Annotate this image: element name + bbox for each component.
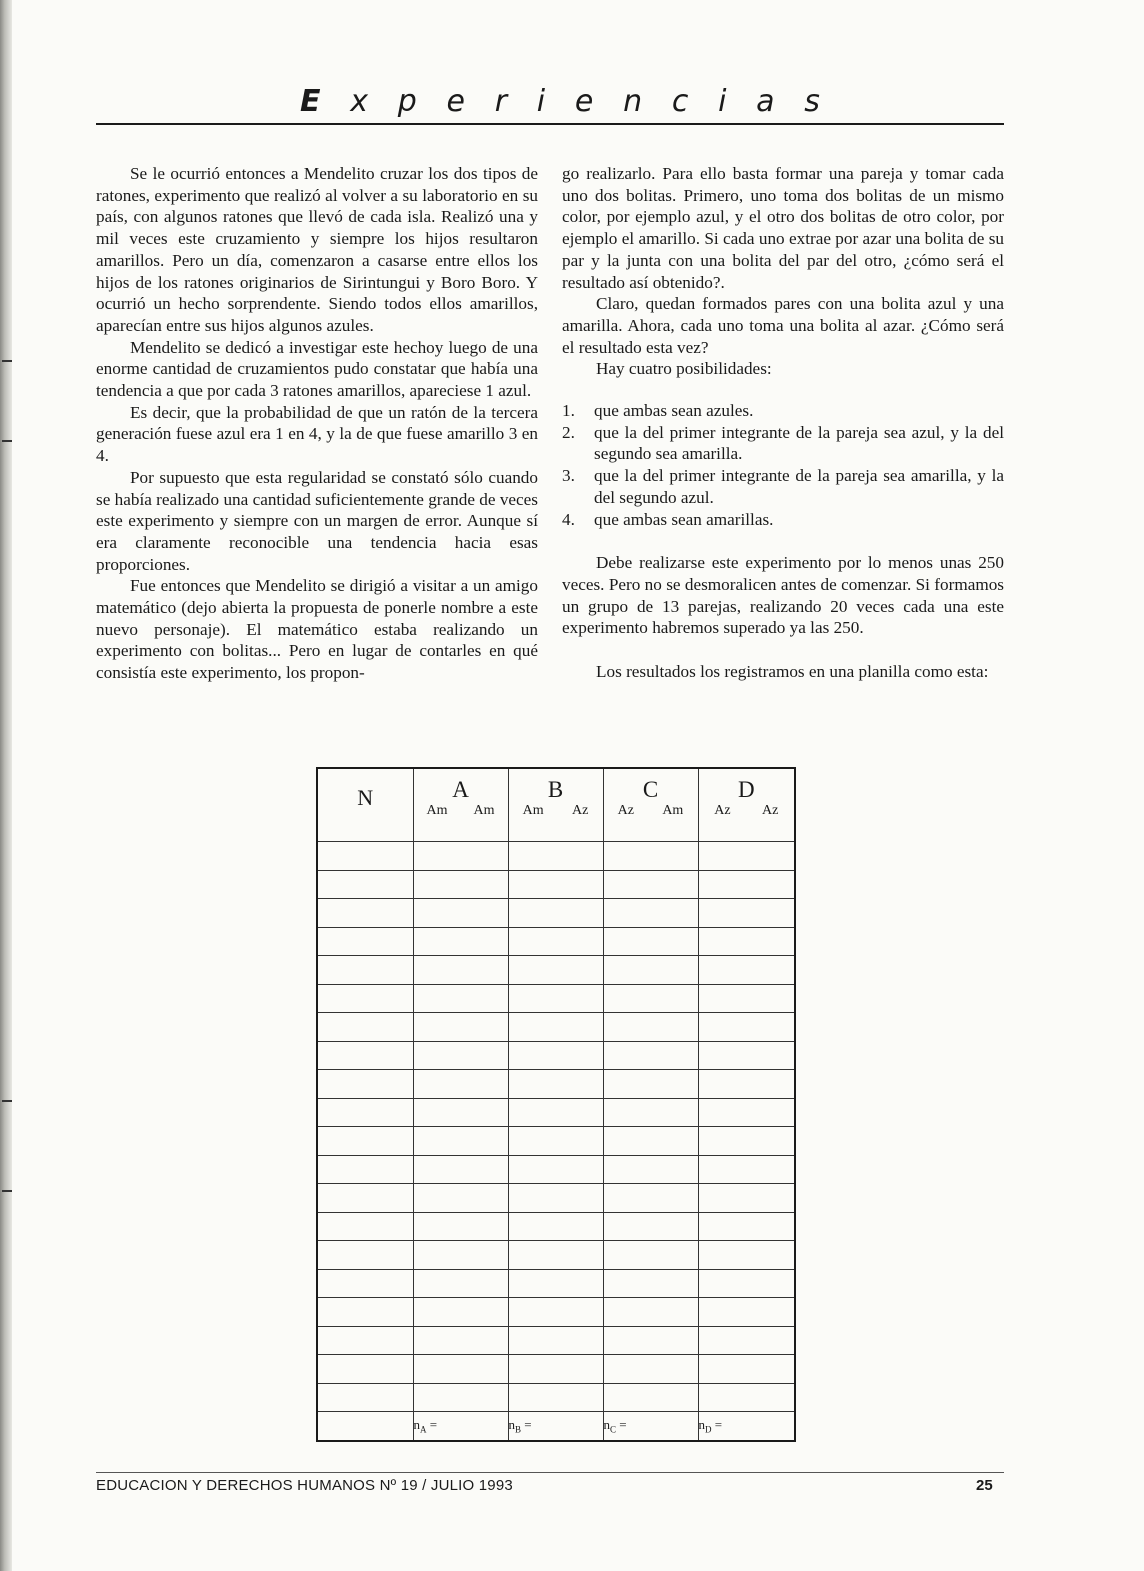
table-header-row (317, 768, 795, 842)
table-cell (413, 1326, 508, 1355)
table-cell (413, 1013, 508, 1042)
table-cell (508, 1013, 603, 1042)
table-cell (413, 1383, 508, 1412)
paragraph: go realizarlo. Para ello basta formar una pareja y tomar cada uno dos bolitas. Primero, uno toma dos bolitas de un mismo color, por ejemplo azul, y el otro dos bolitas de otro color, por ejemplo el amarillo. Si cada uno extrae por azar una bolita de su par y la junta con una bolita del par del otro, ¿cómo será el resultado así obtenido?. (562, 164, 1004, 292)
table-cell (413, 1355, 508, 1384)
table-cell (698, 1241, 795, 1270)
total-cell-c: $n_C$ = (603, 1412, 698, 1441)
table-cell (413, 1155, 508, 1184)
list-item-number: 2. (562, 422, 575, 442)
table-cell (413, 1269, 508, 1298)
list-item (562, 465, 1004, 508)
table-cell (317, 1269, 413, 1298)
section-title-letter: x (350, 84, 368, 119)
table-cell (603, 927, 698, 956)
table-cell (413, 927, 508, 956)
table-cell (603, 1098, 698, 1127)
table-cell (317, 1298, 413, 1327)
section-title-letter: r (494, 84, 508, 119)
table-cell (413, 1098, 508, 1127)
column-sub: Am (662, 803, 684, 818)
paragraph: Hay cuatro posibilidades: (596, 359, 772, 379)
list-item-text: que ambas sean azules. (594, 401, 754, 421)
table-cell (317, 1013, 413, 1042)
table-cell (413, 1212, 508, 1241)
table-cell (317, 1155, 413, 1184)
table-cell (698, 984, 795, 1013)
table-row (317, 1241, 795, 1270)
table-row (317, 927, 795, 956)
table-cell (698, 1070, 795, 1099)
left-column (96, 163, 538, 684)
column-sub: Az (761, 803, 779, 818)
table-cell (603, 1127, 698, 1156)
table-cell (698, 842, 795, 871)
paragraph: Fue entonces que Mendelito se dirigió a visitar a un amigo matemático (dejo abierta la propuesta de ponerle nombre a este nuevo personaje). El matemático estaba realizando un experimento con bolitas... Pero en lugar de contarles en qué consistía este experimento, los propon- (96, 576, 538, 683)
paragraph: Es decir, que la probabilidad de que un ratón de la tercera generación fuese azul era 1 en 4, y la de que fuese amarillo 3 en 4. (96, 402, 538, 466)
table-cell (698, 1269, 795, 1298)
table-cell (317, 927, 413, 956)
table-cell (698, 899, 795, 928)
page-spine-shadow (0, 0, 12, 1571)
table-cell (698, 927, 795, 956)
column-sub: Az (617, 803, 634, 818)
right-column (562, 163, 1004, 683)
paragraph: Claro, quedan formados pares con una bolita azul y una amarilla. Ahora, cada uno toma una bolita al azar. ¿Cómo será el resultado esta vez? (562, 294, 1004, 357)
table-cell (603, 899, 698, 928)
section-title-letter: e (446, 84, 465, 119)
paragraph: Los resultados los registramos en una planilla como esta: (596, 662, 989, 682)
section-title-letter: c (671, 84, 689, 119)
table-cell (508, 1326, 603, 1355)
column-sub: Az (714, 803, 731, 818)
publication-info: EDUCACION Y DERECHOS HUMANOS Nº 19 / JULIO 1993 (96, 1477, 513, 1494)
table-cell (413, 1298, 508, 1327)
table-row (317, 1184, 795, 1213)
table-cell (413, 899, 508, 928)
table-cell (603, 1041, 698, 1070)
table-cell (317, 1041, 413, 1070)
table-row (317, 1355, 795, 1384)
table-row (317, 870, 795, 899)
header-divider (96, 123, 1004, 125)
paragraph: Debe realizarse este experimento por lo menos unas 250 veces. Pero no se desmoralicen antes de comenzar. Si formamos un grupo de 13 parejas, realizando 20 veces cada una este experimento habremos superado ya las 250. (562, 553, 1004, 638)
section-title-letter: a (756, 84, 775, 119)
section-title (300, 84, 820, 124)
table-cell (603, 1212, 698, 1241)
table-cell (317, 870, 413, 899)
table-header-b (508, 768, 603, 842)
table-cell (508, 956, 603, 985)
table-cell (603, 1326, 698, 1355)
table-cell (508, 1155, 603, 1184)
table-cell (603, 1184, 698, 1213)
column-sub: Am (426, 803, 448, 818)
table-cell (508, 1127, 603, 1156)
table-cell (317, 1355, 413, 1384)
list-item (562, 509, 1004, 531)
table-cell (317, 1241, 413, 1270)
paragraph: Por supuesto que esta regularidad se constató sólo cuando se había realizado una cantidad suficientemente grande de veces este experimento y siempre con un margen de error. Aunque sí era claramente reconocible una tendencia hacia esas proporciones. (96, 467, 538, 574)
table-cell (698, 956, 795, 985)
table-cell (698, 1041, 795, 1070)
binding-mark (2, 440, 12, 442)
table-cell (508, 1212, 603, 1241)
table-cell (508, 842, 603, 871)
table-row (317, 1070, 795, 1099)
column-sub: Az (571, 803, 589, 818)
column-letter: C (642, 777, 659, 802)
table-cell (508, 1269, 603, 1298)
table-cell (603, 1013, 698, 1042)
table-cell (508, 1355, 603, 1384)
table-cell (603, 870, 698, 899)
table-cell (317, 1383, 413, 1412)
column-letter: B (547, 777, 564, 802)
column-sub: Am (522, 803, 544, 818)
table-cell (508, 899, 603, 928)
list-item-text: que ambas sean amarillas. (594, 509, 774, 529)
table-cell (698, 1298, 795, 1327)
table-cell (508, 1241, 603, 1270)
table-cell (698, 870, 795, 899)
footer-divider (96, 1472, 1004, 1473)
column-letter: D (737, 777, 755, 802)
table-cell (698, 1383, 795, 1412)
list-item-number: 4. (562, 509, 575, 529)
column-sub: Am (473, 803, 495, 818)
table-row (317, 842, 795, 871)
table-row (317, 1013, 795, 1042)
table-cell (698, 1155, 795, 1184)
table-cell (603, 956, 698, 985)
table-cell (413, 984, 508, 1013)
table-cell (698, 1127, 795, 1156)
table-cell (413, 870, 508, 899)
list-item (562, 400, 1004, 422)
list-item-number: 1. (562, 401, 575, 421)
table-cell (698, 1326, 795, 1355)
table-cell (317, 1412, 413, 1441)
table-row (317, 1212, 795, 1241)
table-cell (413, 1184, 508, 1213)
table-cell (413, 1041, 508, 1070)
table-cell (317, 1184, 413, 1213)
total-cell-a: $n_A$ = (413, 1412, 508, 1441)
table-cell (603, 1355, 698, 1384)
table-row (317, 1155, 795, 1184)
list-item-number: 3. (562, 466, 575, 486)
table-header-d (698, 768, 795, 842)
table-cell (317, 899, 413, 928)
table-cell (508, 1298, 603, 1327)
table-cell (698, 1184, 795, 1213)
total-cell-b: $n_B$ = (508, 1412, 603, 1441)
section-title-letter: n (623, 84, 643, 119)
table-body (317, 842, 795, 1412)
table-cell (413, 956, 508, 985)
section-title-letter: p (397, 84, 417, 119)
table-cell (413, 842, 508, 871)
table-cell (603, 1070, 698, 1099)
section-title-letter: E (300, 84, 321, 119)
section-title-letter: i (718, 84, 727, 119)
results-table (316, 767, 796, 1442)
table-header-a (413, 768, 508, 842)
table-cell (413, 1127, 508, 1156)
list-item (562, 422, 1004, 465)
total-cell-d: $n_D$ = (698, 1412, 795, 1441)
table-cell (698, 1013, 795, 1042)
paragraph: Se le ocurrió entonces a Mendelito cruzar los dos tipos de ratones, experimento que realizó al volver a su laboratorio en su país, con algunos ratones que llevó de cada isla. Realizó una y mil veces este cruzamiento y siempre los hijos resultaron amarillos. Pero un día, comenzaron a casarse entre ellos los hijos de los ratones originarios de Sirintungui y Boro Boro. Y ocurrió un hecho sorprendente. Siendo todos ellos amarillos, aparecían entre sus hijos algunos azules. (96, 164, 538, 335)
section-title-letter: e (574, 84, 594, 119)
table-cell (508, 1184, 603, 1213)
table-cell (698, 1212, 795, 1241)
table-cell (508, 870, 603, 899)
table-row (317, 984, 795, 1013)
table-cell (603, 1269, 698, 1298)
table-cell (317, 984, 413, 1013)
table-cell (508, 1070, 603, 1099)
table-cell (413, 1070, 508, 1099)
table-cell (603, 842, 698, 871)
table-cell (603, 1155, 698, 1184)
list-item-text: que la del primer integrante de la pareja sea amarilla, y la del segundo azul. (594, 466, 1004, 507)
table-cell (317, 1326, 413, 1355)
table-cell (317, 1098, 413, 1127)
table-cell (603, 984, 698, 1013)
table-cell (317, 1070, 413, 1099)
table-cell (508, 1041, 603, 1070)
table-cell (508, 1098, 603, 1127)
table-row (317, 1298, 795, 1327)
table-cell (698, 1355, 795, 1384)
list-item-text: que la del primer integrante de la pareja sea azul, y la del segundo sea amarilla. (594, 422, 1004, 464)
table-cell (603, 1241, 698, 1270)
table-row (317, 1098, 795, 1127)
table-cell (698, 1098, 795, 1127)
section-title-letter: i (536, 84, 546, 119)
paragraph: Mendelito se dedicó a investigar este hechoy luego de una enorme cantidad de cruzamientos pudo constatar que había una tendencia a que por cada 3 ratones amarillos, apareciese 1 azul. (96, 337, 538, 401)
table-header-c (603, 768, 698, 842)
table-cell (317, 1212, 413, 1241)
table-cell (603, 1298, 698, 1327)
table-cell (508, 927, 603, 956)
table-cell (603, 1383, 698, 1412)
table-row (317, 1326, 795, 1355)
table-row (317, 899, 795, 928)
table-row (317, 956, 795, 985)
table-cell (317, 956, 413, 985)
table-cell (413, 1241, 508, 1270)
table-row (317, 1383, 795, 1412)
column-letter: A (452, 777, 469, 802)
binding-mark (2, 1190, 12, 1192)
table-cell (508, 984, 603, 1013)
table-row (317, 1127, 795, 1156)
table-header-n: N (317, 768, 413, 842)
page-number: 25 (976, 1477, 993, 1494)
table-totals-row (317, 1412, 795, 1441)
section-title-letter: s (804, 84, 820, 119)
binding-mark (2, 1100, 12, 1102)
table-row (317, 1269, 795, 1298)
possibilities-list (562, 400, 1004, 530)
table-cell (508, 1383, 603, 1412)
table-cell (317, 1127, 413, 1156)
binding-mark (2, 360, 12, 362)
table-row (317, 1041, 795, 1070)
table-cell (317, 842, 413, 871)
